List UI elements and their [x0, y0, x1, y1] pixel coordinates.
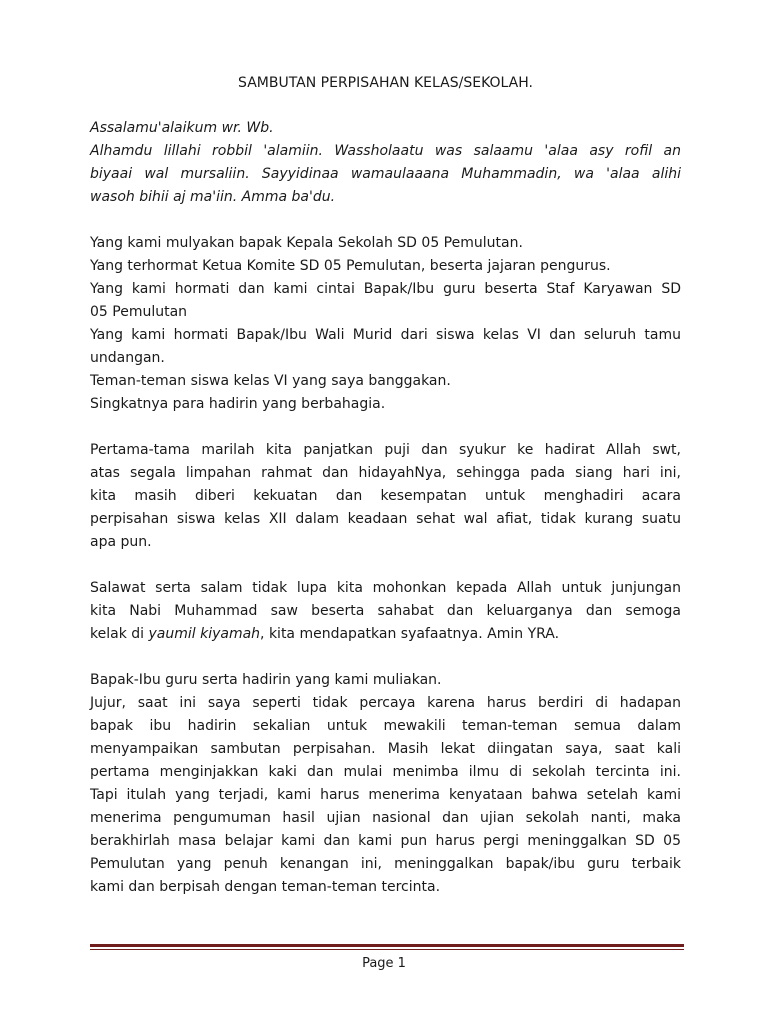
paragraph-line: kami dan berpisah dengan teman-teman tercinta.	[90, 879, 441, 895]
document-body	[90, 72, 681, 922]
paragraph-line: Bapak-Ibu guru serta hadirin yang kami muliakan.	[90, 672, 442, 688]
paragraph-line: kita Nabi Muhammad saw beserta sahabat dan keluarganya dan semoga	[90, 603, 681, 619]
paragraph-line: menerima pengumuman hasil ujian nasional dan ujian sekolah nanti, maka	[90, 810, 681, 826]
salutation-line: Yang kami hormati Bapak/Ibu Wali Murid dari siswa kelas VI dan seluruh tamu	[90, 327, 681, 343]
paragraph-line: Pemulutan yang penuh kenangan ini, meninggalkan bapak/ibu guru terbaik	[90, 856, 681, 872]
opening-line: biyaai wal mursaliin. Sayyidinaa wamaulaaana Muhammadin, wa 'alaa alihi	[90, 166, 681, 182]
italic-term: yaumil kiyamah	[148, 626, 261, 642]
paragraph-farewell	[90, 669, 681, 899]
salutations-list	[90, 232, 681, 416]
paragraph-line: Pertama-tama marilah kita panjatkan puji dan syukur ke hadirat Allah swt,	[90, 442, 681, 458]
salutation-line: Teman-teman siswa kelas VI yang saya banggakan.	[90, 373, 451, 389]
paragraph-line: atas segala limpahan rahmat dan hidayahNya, sehingga pada siang hari ini,	[90, 465, 681, 481]
paragraph-line: apa pun.	[90, 534, 152, 550]
paragraph-line: Tapi itulah yang terjadi, kami harus menerima kenyataan bahwa setelah kami	[90, 787, 681, 803]
opening-line: Assalamu'alaikum wr. Wb.	[90, 120, 274, 136]
paragraph-line: perpisahan siswa kelas XII dalam keadaan sehat wal afiat, tidak kurang suatu	[90, 511, 681, 527]
opening-line: wasoh bihii aj ma'iin. Amma ba'du.	[90, 189, 336, 205]
text-run: , kita mendapatkan syafaatnya. Amin YRA.	[260, 626, 560, 642]
document-title: SAMBUTAN PERPISAHAN KELAS/SEKOLAH.	[238, 75, 533, 91]
footer-divider	[90, 944, 684, 950]
paragraph-line: kita masih diberi kekuatan dan kesempatan untuk menghadiri acara	[90, 488, 681, 504]
salutation-line: undangan.	[90, 350, 165, 366]
opening-line: Alhamdu lillahi robbil 'alamiin. Wassholaatu was salaamu 'alaa asy rofil an	[90, 143, 681, 159]
salutation-line: Yang kami mulyakan bapak Kepala Sekolah SD 05 Pemulutan.	[90, 235, 523, 251]
paragraph-line: menyampaikan sambutan perpisahan. Masih lekat diingatan saya, saat kali	[90, 741, 681, 757]
paragraph-line: berakhirlah masa belajar kami dan kami pun harus pergi meninggalkan SD 05	[90, 833, 681, 849]
paragraph-line: pertama menginjakkan kaki dan mulai menimba ilmu di sekolah tercinta ini.	[90, 764, 681, 780]
paragraph-salawat	[90, 577, 681, 646]
salutation-line: Singkatnya para hadirin yang berbahagia.	[90, 396, 386, 412]
opening-greeting	[90, 117, 681, 209]
paragraph-line: Salawat serta salam tidak lupa kita mohonkan kepada Allah untuk junjungan	[90, 580, 681, 596]
salutation-line: 05 Pemulutan	[90, 304, 188, 320]
text-run: kelak di	[90, 626, 149, 642]
salutation-line: Yang kami hormati dan kami cintai Bapak/Ibu guru beserta Staf Karyawan SD	[90, 281, 681, 297]
salutation-line: Yang terhormat Ketua Komite SD 05 Pemulutan, beserta jajaran pengurus.	[90, 258, 611, 274]
paragraph-gratitude	[90, 439, 681, 554]
paragraph-line: bapak ibu hadirin sekalian untuk mewakili teman-teman semua dalam	[90, 718, 681, 734]
paragraph-line: Jujur, saat ini saya seperti tidak percaya karena harus berdiri di hadapan	[90, 695, 681, 711]
page-number: Page 1	[362, 956, 406, 971]
paragraph-line-mixed	[90, 623, 681, 646]
